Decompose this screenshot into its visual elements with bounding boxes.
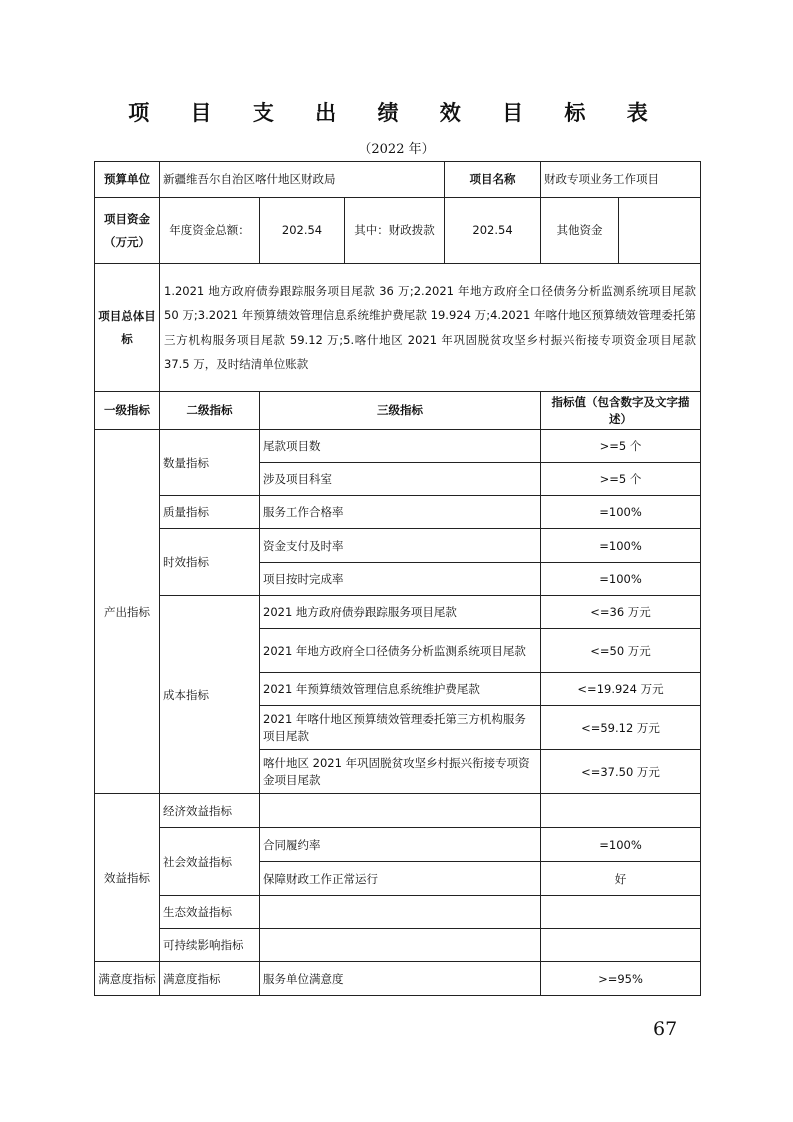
social-label: 社会效益指标 xyxy=(160,828,260,896)
indicator-value: =100% xyxy=(541,563,701,596)
sustainable-label: 可持续影响指标 xyxy=(160,929,260,962)
table-row xyxy=(95,929,701,962)
funds-label-line2: （万元） xyxy=(104,234,150,249)
page-number: 67 xyxy=(653,1018,678,1040)
indicator-name: 涉及项目科室 xyxy=(260,463,541,496)
indicator-value xyxy=(541,929,701,962)
goal-text: 1.2021 地方政府债券跟踪服务项目尾款 36 万;2.2021 年地方政府全口径债务分析监测系统项目尾款 50 万;3.2021 年预算绩效管理信息系统维护费尾款 19.924 万;4.2021 年喀什地区预算绩效管理委托第三方机构服务项目尾款 59.12 万;5.喀什地区 2021 年巩固脱贫攻坚乡村振兴衔接专项资金项目尾款 37.5 万，及时结清单位账款 xyxy=(160,264,701,392)
funds-label xyxy=(95,198,160,264)
column-indicator-value: 指标值（包含数字及文字描述） xyxy=(541,392,701,430)
indicator-name: 尾款项目数 xyxy=(260,430,541,463)
other-funds-label: 其他资金 xyxy=(541,198,619,264)
table-row xyxy=(95,794,701,828)
budget-unit-label: 预算单位 xyxy=(95,162,160,198)
annual-total-value: 202.54 xyxy=(260,198,345,264)
cost-label: 成本指标 xyxy=(160,596,260,794)
satisfaction-level2: 满意度指标 xyxy=(160,962,260,996)
indicator-value: =100% xyxy=(541,496,701,529)
performance-target-table xyxy=(94,161,701,996)
indicator-name: 资金支付及时率 xyxy=(260,529,541,563)
benefit-level1: 效益指标 xyxy=(95,794,160,962)
indicator-name: 服务工作合格率 xyxy=(260,496,541,529)
table-row xyxy=(95,896,701,929)
indicator-value: >=95% xyxy=(541,962,701,996)
indicator-name xyxy=(260,794,541,828)
output-level1: 产出指标 xyxy=(95,430,160,794)
goal-label: 项目总体目标 xyxy=(95,264,160,392)
indicator-name: 2021 年预算绩效管理信息系统维护费尾款 xyxy=(260,673,541,706)
table-row xyxy=(95,529,701,563)
indicator-name: 喀什地区 2021 年巩固脱贫攻坚乡村振兴衔接专项资金项目尾款 xyxy=(260,750,541,794)
indicator-value: >=5 个 xyxy=(541,430,701,463)
indicator-name: 2021 年喀什地区预算绩效管理委托第三方机构服务项目尾款 xyxy=(260,706,541,750)
funds-row xyxy=(95,198,701,264)
indicator-name: 服务单位满意度 xyxy=(260,962,541,996)
other-funds-value xyxy=(619,198,701,264)
indicator-name: 合同履约率 xyxy=(260,828,541,862)
indicator-name: 2021 年地方政府全口径债务分析监测系统项目尾款 xyxy=(260,629,541,673)
indicator-value: =100% xyxy=(541,529,701,563)
annual-total-label: 年度资金总额： xyxy=(160,198,260,264)
budget-unit-value: 新疆维吾尔自治区喀什地区财政局 xyxy=(160,162,445,198)
indicator-name: 2021 地方政府债券跟踪服务项目尾款 xyxy=(260,596,541,629)
table-row xyxy=(95,430,701,463)
indicator-value: <=19.924 万元 xyxy=(541,673,701,706)
indicator-value xyxy=(541,794,701,828)
quality-label: 质量指标 xyxy=(160,496,260,529)
indicator-value xyxy=(541,896,701,929)
satisfaction-level1: 满意度指标 xyxy=(95,962,160,996)
column-level1: 一级指标 xyxy=(95,392,160,430)
funds-label-line1: 项目资金 xyxy=(104,211,150,226)
indicator-value: >=5 个 xyxy=(541,463,701,496)
indicator-value: <=36 万元 xyxy=(541,596,701,629)
table-row xyxy=(95,962,701,996)
indicator-name: 项目按时完成率 xyxy=(260,563,541,596)
fiscal-allocation-label: 其中：财政拨款 xyxy=(345,198,445,264)
indicator-name: 保障财政工作正常运行 xyxy=(260,862,541,896)
column-level3: 三级指标 xyxy=(260,392,541,430)
indicator-name xyxy=(260,896,541,929)
ecological-label: 生态效益指标 xyxy=(160,896,260,929)
table-row xyxy=(95,828,701,862)
indicator-value: <=37.50 万元 xyxy=(541,750,701,794)
project-name-label: 项目名称 xyxy=(445,162,541,198)
indicator-name xyxy=(260,929,541,962)
header-row xyxy=(95,162,701,198)
quantity-label: 数量指标 xyxy=(160,430,260,496)
timeliness-label: 时效指标 xyxy=(160,529,260,596)
goal-row xyxy=(95,264,701,392)
project-name-value: 财政专项业务工作项目 xyxy=(541,162,701,198)
column-level2: 二级指标 xyxy=(160,392,260,430)
column-header-row xyxy=(95,392,701,430)
indicator-value: =100% xyxy=(541,828,701,862)
fiscal-allocation-value: 202.54 xyxy=(445,198,541,264)
economic-label: 经济效益指标 xyxy=(160,794,260,828)
table-row xyxy=(95,596,701,629)
indicator-value: <=59.12 万元 xyxy=(541,706,701,750)
year-subtitle: （2022 年） xyxy=(358,142,435,157)
page-title: 项 目 支 出 绩 效 目 标 表 xyxy=(128,101,665,125)
table-row xyxy=(95,496,701,529)
indicator-value: <=50 万元 xyxy=(541,629,701,673)
indicator-value: 好 xyxy=(541,862,701,896)
